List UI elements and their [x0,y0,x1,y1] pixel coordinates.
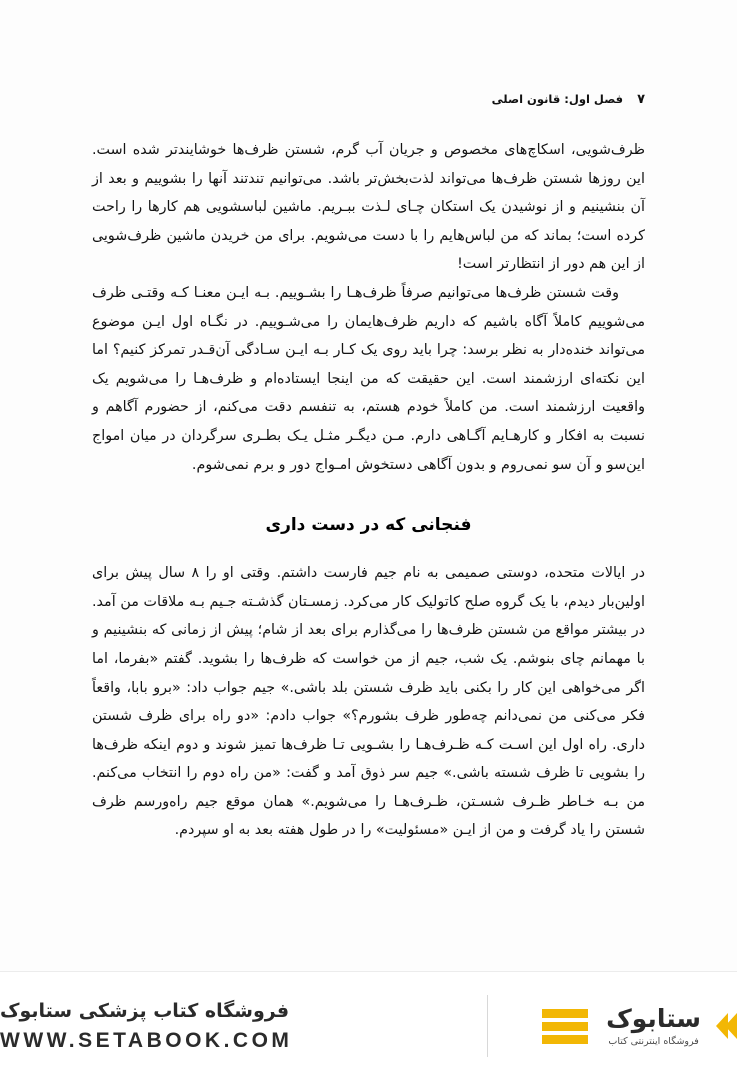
footer-website-url[interactable]: WWW.SETABOOK.COM [0,1029,293,1053]
brand-name: ستابوک [606,1004,701,1034]
section-heading: فنجانی که در دست داری [265,515,472,536]
page-content [92,136,645,845]
paragraph: ظرف‌شویی، اسکاچ‌های مخصوص و جریان آب گرم، شستن ظرف‌ها خوشایندتر شده است. این روزها شستن ظرف‌ها می‌تواند لذت‌بخش‌تر باشد. می‌توانیم تندتند آنها را بشوییم و بعد از آن بنشینیم و از نوشیدن یک استکان چـای لـذت ببـریم. ماشین لباسشویی هم کارها را راحت کرده است؛ بماند که من لباس‌هایم را با دست می‌شویم. برای من خریدن ماشین ظرف‌شویی از این هم دور از انتظارتر است! [92,142,645,273]
stacked-bars-logo-icon [542,1009,588,1044]
running-header [92,92,645,107]
footer-store-info [0,999,461,1054]
paragraph: وقت شستن ظرف‌ها می‌توانیم صرفاً ظرف‌هـا را بشـوییم. بـه ایـن معنـا کـه وقتـی ظرف می‌شوییم کاملاً آگاه باشیم که داریم ظرف‌هایمان را می‌شـوییم. در نگـاه اول ایـن موضوع می‌تواند خنده‌دار به نظر برسد: چرا باید روی یک کـار بـه ایـن سـادگی آن‌قـدر تمرکز کنیم؟ اما این نکته‌ای ارزشمند است. این حقیقت که من اینجا ایستاده‌ام و ظرف‌هـا را می‌شویم یک واقعیت ارزشمند است. من کاملاً خودم هستم، به تنفسم دقت می‌کنم، از حضورم آگاهم و نسبت به افکار و کارهـایم آگـاهی دارم. مـن دیگـر مثـل یـک بطـری سرگردان در میان امواج این‌سو و آن سو نمی‌روم و بدون آگاهی دستخوش امـواج دور و برم نمی‌شوم. [92,284,645,473]
footer-branding-band [0,971,737,1080]
footer-logo-group [514,1005,737,1047]
footer-divider [487,995,488,1057]
footer-store-title: فروشگاه کتاب پزشکی ستابوک [0,999,290,1022]
brand-subtitle: فروشگاه اینترنتی کتاب [608,1035,699,1047]
chapter-label: فصل اول: قانون اصلی [491,92,624,106]
double-chevron-icon [719,1013,737,1039]
paragraph: در ایالات متحده، دوستی صمیمی به نام جیم فارست داشتم. وقتی او را ۸ سال پیش برای اولین‌بار دیدم، با یک گروه صلح کاتولیک کار می‌کرد. زمسـتان گذشـته جـیم بـه ملاقات من آمد. در بیشتر مواقع من شستن ظرف‌ها را می‌گذارم برای بعد از شام؛ پیش از زمانی که بنشینیم و با مهمانم چای بنوشم. یک شب، جیم از من خواست که ظرف‌ها را بشوید. گفتم «بفرما، اما اگر می‌خواهی این کار را بکنی باید ظرف شستن بلد باشی.» جیم جواب داد: «برو بابا، واقعاً فکر می‌کنی من نمی‌دانم چه‌طور ظرف بشورم؟» جواب دادم: «دو راه برای ظرف شستن داری. راه اول این اسـت کـه ظـرف‌هـا را بشـویی تـا ظرف‌ها تمیز شوند و دوم اینکه ظرف‌ها را بشویی تا ظرف شسته باشی.» جیم سر ذوق آمد و گفت: «من راه دوم را انتخاب می‌کنم. من بـه خـاطر ظـرف شسـتن، ظـرف‌هـا را می‌شویم.» همان موقع جیم راه‌ورسم ظرف شستن را یاد گرفت و من از ایـن «مسئولیت» را در طول هفته بعد به او سپردم. [92,565,645,839]
brand-wordmark [606,1005,701,1047]
page-number: ۷ [637,92,645,107]
